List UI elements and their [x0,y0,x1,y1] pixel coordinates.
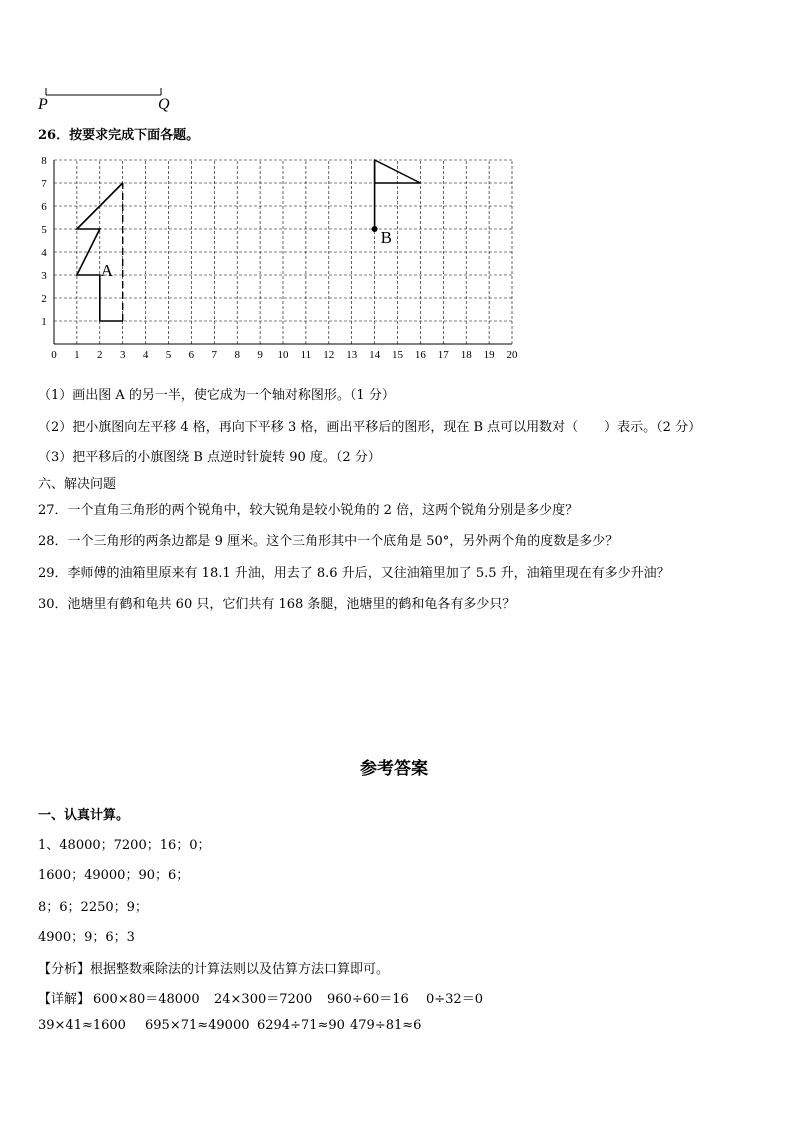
answer-line-2: 1600；49000；90；6； [38,868,190,883]
x-tick-label: 17 [437,349,449,361]
x-tick-label: 4 [142,349,149,361]
x-tick-label: 10 [277,349,289,361]
x-tick-label: 19 [483,349,495,361]
x-tick-label: 16 [414,349,426,361]
y-tick-label: 4 [41,247,47,259]
answer-analysis: 【分析】根据整数乘除法的计算法则以及估算方法口算即可。 [38,962,390,977]
coordinate-grid [34,152,524,362]
answer-estimate-1: 39×41≈1600 [38,1018,126,1033]
problem-29: 29．李师傅的油箱里原来有 18.1 升油，用去了 8.6 升后，又往油箱里加了 5.5 升，油箱里现在有多少升油？ [38,566,670,581]
section6-heading: 六、解决问题 [38,477,117,492]
problem-30: 30．池塘里有鹤和龟共 60 只，它们共有 168 条腿，池塘里的鹤和龟各有多少只？ [38,597,516,612]
q26-sub2: （2）把小旗图向左平移 4 格，再向下平移 3 格，画出平移后的图形，现在 B 点可以用数对（ ）表示。（2 分） [38,420,702,435]
y-tick-label: 5 [41,224,47,236]
figure-a-label: A [100,261,114,280]
x-tick-label: 11 [300,349,312,361]
x-tick-label: 9 [257,349,263,361]
x-tick-label: 0 [51,349,57,361]
x-tick-label: 20 [506,349,518,361]
answer-line-4: 4900；9；6；3 [38,930,135,945]
y-tick-label: 1 [41,316,47,328]
answer-detail-4: 0÷32＝0 [426,992,483,1007]
y-tick-label: 8 [41,155,47,167]
point-b [372,226,378,232]
x-tick-label: 13 [346,349,358,361]
answer-estimate-3: 6294÷71≈90 [257,1018,345,1033]
y-tick-label: 2 [41,293,47,305]
answer-estimate-2: 695×71≈49000 [145,1018,250,1033]
answers-title: 参考答案 [360,759,428,779]
y-tick-label: 6 [41,201,47,213]
x-tick-label: 2 [97,349,103,361]
x-tick-label: 1 [74,349,80,361]
answer-line-3: 8；6；2250；9； [38,900,148,915]
q26-prompt: 26．按要求完成下面各题。 [38,128,200,143]
x-tick-label: 7 [211,349,218,361]
answer-detail-label: 【详解】 [38,992,91,1007]
segment-pq [40,84,170,100]
problem-28: 28．一个三角形的两条边都是 9 厘米。这个三角形其中一个底角是 50°，另外两个角的度数是多少？ [38,534,619,549]
problem-27: 27．一个直角三角形的两个锐角中，较大锐角是较小锐角的 2 倍，这两个锐角分别是多少度？ [38,503,579,518]
x-tick-label: 6 [188,349,195,361]
q26-sub1: （1）画出图 A 的另一半，使它成为一个轴对称图形。（1 分） [38,388,395,403]
answers-section1: 一、认真计算。 [38,808,130,823]
x-tick-label: 18 [460,349,472,361]
y-tick-label: 3 [41,270,47,282]
x-tick-label: 8 [234,349,240,361]
q26-sub3: （3）把平移后的小旗图绕 B 点逆时针旋转 90 度。（2 分） [38,450,381,465]
answer-estimate-4: 479÷81≈6 [350,1018,422,1033]
answer-detail-2: 24×300＝7200 [214,992,313,1007]
point-p-label: P [38,96,48,113]
point-b-label: B [380,228,392,247]
answer-detail-3: 960÷60＝16 [327,992,409,1007]
answer-line-1: 1、48000；7200；16；0； [38,838,211,853]
x-tick-label: 14 [369,349,381,361]
y-tick-label: 7 [41,178,47,190]
x-tick-label: 5 [165,349,172,361]
x-tick-label: 3 [119,349,126,361]
point-q-label: Q [158,96,170,113]
x-tick-label: 15 [392,349,403,361]
answer-detail-1: 600×80＝48000 [93,992,200,1007]
x-tick-label: 12 [323,349,335,361]
